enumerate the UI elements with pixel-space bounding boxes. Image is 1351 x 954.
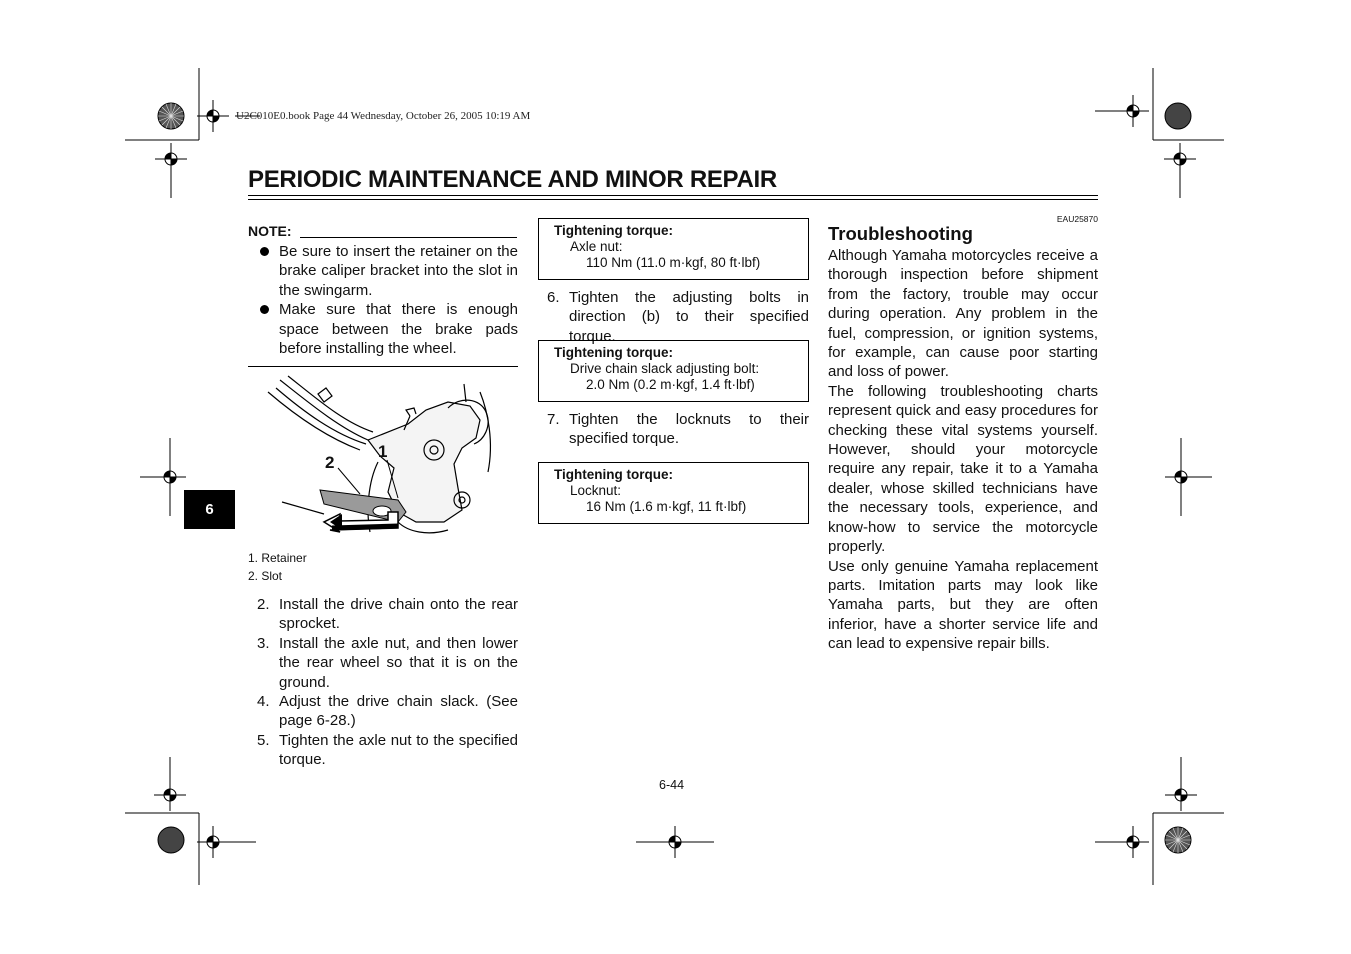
paragraph: Although Yamaha motorcycles receive a thorough inspection before shipment from the factory, trouble may occur during operation. Any problem in the fuel, compression, or ignition systems, for example, can cause poor starting and loss of power. [828, 247, 1098, 381]
bullet-icon [260, 247, 269, 256]
callout-2: 2 [325, 453, 335, 472]
step-number: 7. [547, 411, 560, 428]
torque-value: 2.0 Nm (0.2 m·kgf, 1.4 ft·lbf) [586, 377, 755, 393]
note-label: NOTE: [248, 223, 292, 239]
torque-box-locknut [538, 462, 809, 524]
torque-value: 16 Nm (1.6 m·kgf, 11 ft·lbf) [586, 499, 747, 515]
step-number: 4. [257, 693, 270, 711]
note-bullet [248, 242, 518, 300]
step-item [538, 288, 809, 346]
bullet-text: Be sure to insert the retainer on the brake caliper bracket into the slot in the swingarm. [279, 243, 518, 299]
chapter-tab: 6 [184, 490, 235, 529]
step-text: Adjust the drive chain slack. (See page 6-28.) [279, 693, 518, 730]
step-6 [538, 288, 809, 346]
torque-value: 110 Nm (11.0 m·kgf, 80 ft·lbf) [586, 255, 761, 271]
step-number: 3. [257, 634, 270, 652]
step-item [248, 692, 518, 731]
left-column [248, 222, 518, 367]
caption-retainer: 1. Retainer [248, 551, 307, 565]
step-text: Install the drive chain onto the rear sprocket. [279, 596, 518, 633]
title-rule [248, 199, 1098, 200]
torque-item: Drive chain slack adjusting bolt: [570, 361, 760, 377]
title-rule [248, 195, 1098, 196]
section-code: EAU25870 [1056, 214, 1098, 224]
bullet-icon [260, 305, 269, 314]
step-text: Tighten the locknuts to their specified torque. [569, 411, 809, 448]
caption-slot: 2. Slot [248, 569, 283, 583]
troubleshooting-text [828, 246, 1098, 654]
step-number: 6. [547, 289, 560, 306]
paragraph: The following troubleshooting charts represent quick and easy procedures for checking these vital systems yourself. However, should your motorcycle require any repair, take it to a Yamaha dealer, whose skilled technicians have the necessary tools, experience, and know-how to service the motorcycle properly. [828, 382, 1098, 556]
step-text: Install the axle nut, and then lower the rear wheel so that it is on the ground. [279, 634, 518, 691]
retainer-figure [248, 372, 518, 547]
steps-list [248, 595, 518, 770]
section-heading: Troubleshooting [828, 223, 973, 244]
torque-title: Tightening torque: [554, 345, 673, 360]
note-end-rule [248, 366, 518, 367]
bullet-text: Make sure that there is enough space between the brake pads before installing the wheel. [279, 301, 518, 358]
note-header [248, 222, 518, 242]
step-item [248, 634, 518, 692]
page-number: 6-44 [659, 778, 685, 792]
step-item [248, 595, 518, 634]
step-item [248, 731, 518, 770]
step-text: Tighten the adjusting bolts in direction (b) to their specified torque. [569, 289, 809, 345]
callout-1: 1 [378, 442, 388, 461]
step-number: 2. [257, 596, 270, 613]
torque-item: Locknut: [570, 483, 622, 499]
step-number: 5. [257, 731, 270, 749]
torque-item: Axle nut: [570, 239, 623, 255]
torque-box-axle-nut [538, 218, 809, 280]
step-text: Tighten the axle nut to the specified torque. [279, 731, 518, 769]
note-bullet [248, 300, 518, 358]
torque-title: Tightening torque: [554, 467, 673, 482]
file-meta: U2C010E0.book Page 44 Wednesday, October 26, 2005 10:19 AM [236, 110, 531, 122]
torque-title: Tightening torque: [554, 223, 673, 238]
torque-box-adjusting-bolt [538, 340, 809, 402]
note-rule [300, 237, 517, 238]
step-item [538, 410, 809, 449]
figure-captions [248, 549, 518, 585]
step-7 [538, 410, 809, 449]
page-title: PERIODIC MAINTENANCE AND MINOR REPAIR [248, 166, 777, 193]
paragraph: Use only genuine Yamaha replacement parts. Imitation parts may look like Yamaha parts, but they are often inferior, have a shorter service life and can lead to expensive repair bills. [828, 557, 1098, 653]
